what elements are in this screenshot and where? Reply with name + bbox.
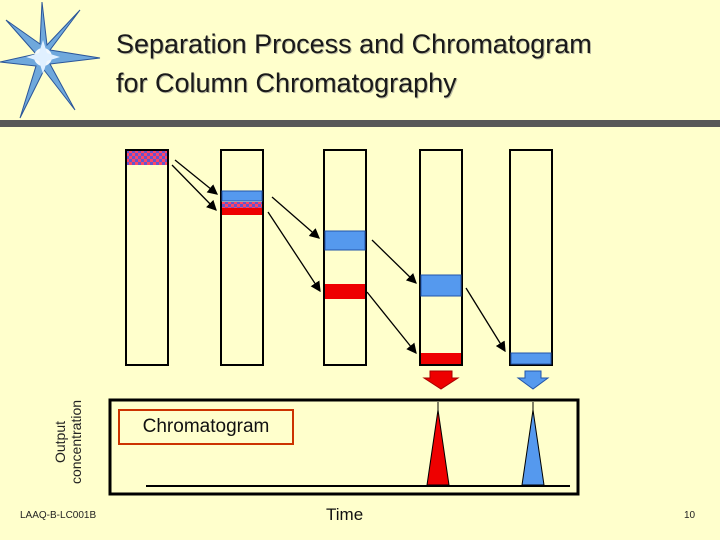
y-axis-label: [52, 392, 84, 492]
title-divider: [0, 120, 720, 127]
red-band: [421, 353, 461, 364]
column-5: [510, 150, 552, 365]
arrow-blue-4: [466, 288, 505, 351]
mixed-band: [222, 202, 262, 208]
slide-subtitle: for Column Chromatography: [116, 68, 457, 98]
x-axis-label: Time: [326, 505, 364, 524]
blue-band: [421, 275, 461, 296]
column-3: [324, 150, 366, 365]
arrow-red-2: [268, 212, 320, 291]
arrow-blue-3: [372, 240, 416, 283]
red-band: [325, 284, 365, 299]
slide-title: Separation Process and Chromatogram: [116, 29, 592, 59]
blue-elution-arrow-icon: [518, 371, 548, 389]
y-axis-label-line2: concentration: [68, 399, 84, 485]
red-band: [222, 208, 262, 215]
mixed-sample-band: [127, 151, 167, 165]
arrow-red-3: [367, 292, 416, 353]
red-elution-arrow-icon: [424, 371, 458, 389]
page-number: 10: [684, 510, 696, 521]
blue-band: [511, 353, 551, 364]
footer-code: LAAQ-B-LC001B: [20, 510, 97, 521]
arrow-blue-2: [272, 197, 319, 238]
chromatogram-label: Chromatogram: [118, 409, 294, 445]
y-axis-label-line1: Output: [52, 420, 68, 464]
red-peak: [427, 410, 449, 485]
column-4: [420, 150, 462, 365]
blue-peak: [522, 410, 544, 485]
column-2: [221, 150, 263, 365]
blue-band: [222, 191, 262, 201]
column-1: [126, 150, 168, 365]
blue-star-burst-icon: [0, 2, 100, 118]
blue-band: [325, 231, 365, 250]
